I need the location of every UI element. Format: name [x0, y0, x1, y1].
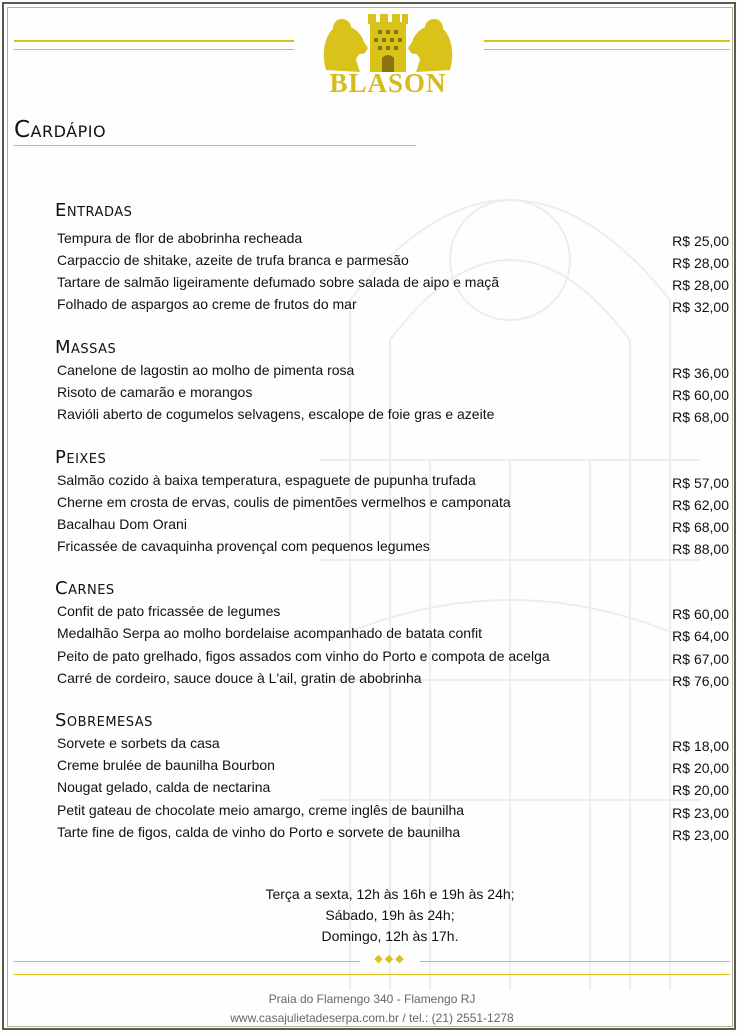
footer-line-left [14, 961, 360, 962]
diamond-ornament-icon: ◆◆◆ [374, 953, 406, 965]
footer-address: Praia do Flamengo 340 - Flamengo RJ [268, 992, 476, 1006]
menu-item-name: Tartare de salmão ligeiramente defumado sobre salada de aipo e maçã [57, 274, 500, 290]
menu-item [57, 516, 737, 538]
menu-item-price: R$ 20,00 [672, 760, 729, 776]
menu-item-name: Tarte fine de figos, calda de vinho do Porto e sorvete de baunilha [57, 824, 461, 840]
menu-item-name: Carpaccio de shitake, azeite de trufa branca e parmesão [57, 252, 409, 268]
menu-item-price: R$ 23,00 [672, 827, 729, 843]
menu-item [57, 603, 737, 625]
menu-item-price: R$ 32,00 [672, 299, 729, 315]
brand-name: BLASON [329, 68, 447, 98]
menu-item-name: Canelone de lagostin ao molho de pimenta rosa [57, 362, 355, 378]
menu-item-name: Carré de cordeiro, sauce douce à L'ail, gratin de abobrinha [57, 670, 422, 686]
menu-item-price: R$ 23,00 [672, 805, 729, 821]
header-line-right-top [484, 40, 730, 42]
section-title-sobremesas: Sobremesas [55, 710, 153, 731]
menu-item-name: Bacalhau Dom Orani [57, 516, 187, 532]
section-title-massas: Massas [55, 337, 117, 358]
opening-hours-line: Terça a sexta, 12h às 16h e 19h às 24h; [265, 886, 515, 902]
opening-hours-line: Domingo, 12h às 17h. [321, 928, 459, 944]
menu-item [57, 362, 737, 384]
menu-item [57, 384, 737, 406]
menu-item-price: R$ 57,00 [672, 475, 729, 491]
menu-item-price: R$ 64,00 [672, 628, 729, 644]
menu-item-price: R$ 28,00 [672, 277, 729, 293]
menu-item [57, 670, 737, 692]
menu-item-price: R$ 60,00 [672, 387, 729, 403]
menu-item-price: R$ 60,00 [672, 606, 729, 622]
menu-item [57, 757, 737, 779]
menu-item-name: Peito de pato grelhado, figos assados com vinho do Porto e compota de acelga [57, 648, 550, 664]
menu-item-name: Creme brulée de baunilha Bourbon [57, 757, 275, 773]
menu-item [57, 296, 737, 318]
menu-item-name: Folhado de aspargos ao creme de frutos do mar [57, 296, 357, 312]
menu-item-price: R$ 76,00 [672, 673, 729, 689]
header-line-left-bottom [14, 49, 294, 50]
menu-item-name: Medalhão Serpa ao molho bordelaise acompanhado de batata confit [57, 625, 482, 641]
page-title: Cardápio [14, 117, 107, 143]
menu-item [57, 230, 737, 252]
menu-item-price: R$ 68,00 [672, 519, 729, 535]
menu-item [57, 779, 737, 801]
menu-item-price: R$ 28,00 [672, 255, 729, 271]
menu-item-name: Sorvete e sorbets da casa [57, 735, 220, 751]
menu-item-name: Cherne em crosta de ervas, coulis de pimentões vermelhos e camponata [57, 494, 511, 510]
footer-line-right [420, 961, 730, 962]
menu-item [57, 406, 737, 428]
menu-item-name: Salmão cozido à baixa temperatura, espaguete de pupunha trufada [57, 472, 476, 488]
menu-item [57, 274, 737, 296]
section-title-peixes: Peixes [55, 447, 107, 468]
footer-contact: www.casajulietadeserpa.com.br / tel.: (21) 2551-1278 [230, 1011, 514, 1025]
menu-item-price: R$ 68,00 [672, 409, 729, 425]
section-title-carnes: Carnes [55, 578, 115, 599]
menu-item [57, 538, 737, 560]
menu-item-name: Fricassée de cavaquinha provençal com pequenos legumes [57, 538, 430, 554]
menu-item-price: R$ 67,00 [672, 651, 729, 667]
menu-item-price: R$ 88,00 [672, 541, 729, 557]
opening-hours-line: Sábado, 19h às 24h; [325, 907, 455, 923]
menu-item-name: Confit de pato fricassée de legumes [57, 603, 281, 619]
menu-item [57, 802, 737, 824]
menu-item [57, 472, 737, 494]
menu-item-name: Risoto de camarão e morangos [57, 384, 253, 400]
menu-item [57, 252, 737, 274]
menu-item-price: R$ 62,00 [672, 497, 729, 513]
menu-item-name: Nougat gelado, calda de nectarina [57, 779, 271, 795]
section-title-entradas: Entradas [55, 200, 133, 221]
menu-item [57, 625, 737, 647]
title-underline [14, 145, 416, 146]
header-line-right-bottom [484, 49, 730, 50]
header-line-left-top [14, 40, 294, 42]
footer-line-full [14, 974, 730, 975]
menu-item [57, 824, 737, 846]
menu-item [57, 494, 737, 516]
menu-item-price: R$ 36,00 [672, 365, 729, 381]
menu-item-price: R$ 20,00 [672, 782, 729, 798]
menu-item-price: R$ 25,00 [672, 233, 729, 249]
menu-item-name: Ravióli aberto de cogumelos selvagens, escalope de foie gras e azeite [57, 406, 495, 422]
menu-item-name: Tempura de flor de abobrinha recheada [57, 230, 303, 246]
menu-item [57, 648, 737, 670]
menu-item [57, 735, 737, 757]
menu-item-name: Petit gateau de chocolate meio amargo, creme inglês de baunilha [57, 802, 465, 818]
menu-item-price: R$ 18,00 [672, 738, 729, 754]
